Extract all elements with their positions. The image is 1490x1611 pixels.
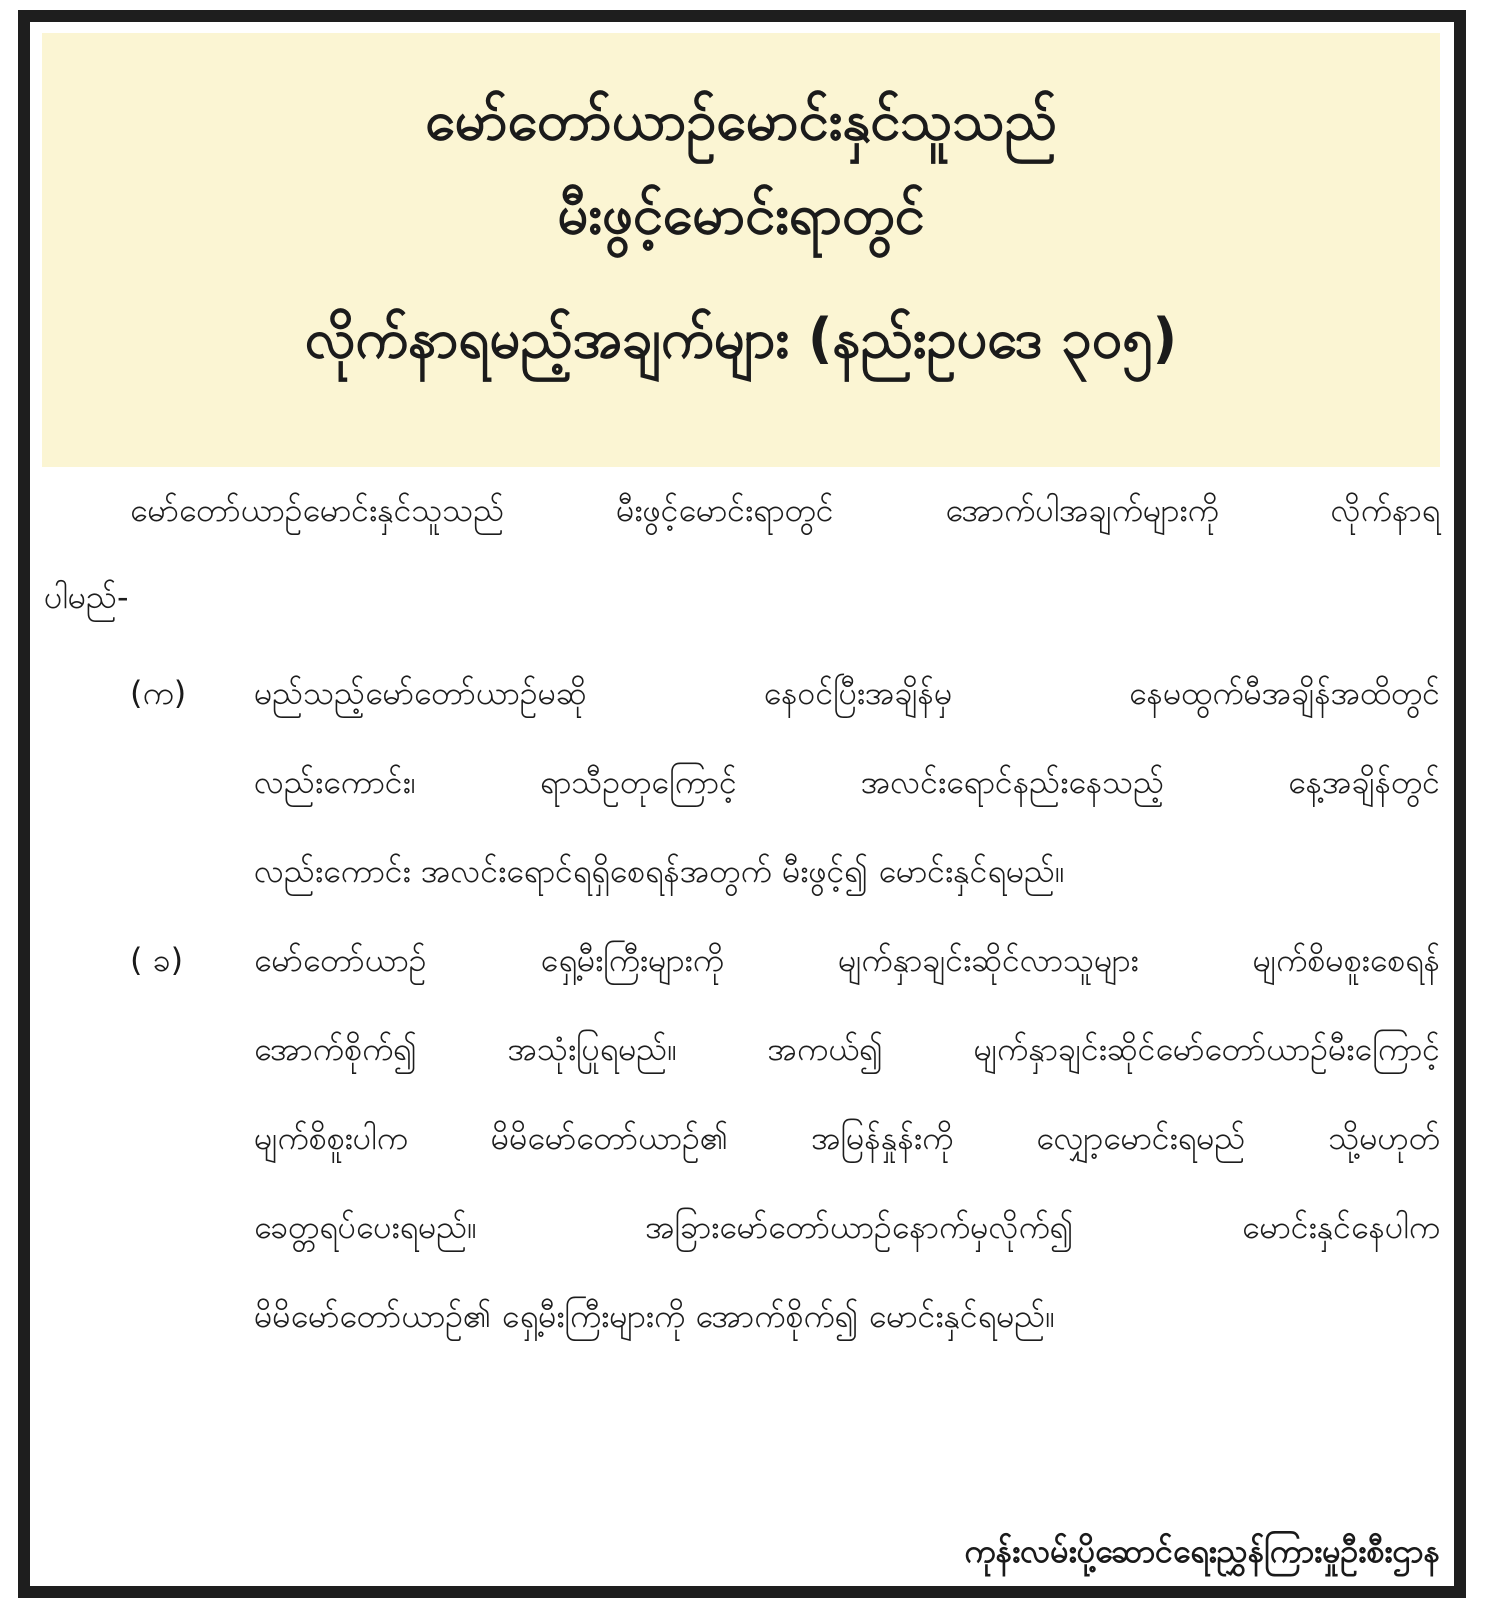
- item-kha-line-5: မိမိမော်တော်ယာဉ်၏ ရှေ့မီးကြီးများကို အောက်စိုက်၍ မောင်းနှင်ရမည်။: [254, 1297, 1056, 1335]
- item-ka-line-1: မည်သည့်မော်တော်ယာဉ်မဆို နေဝင်ပြီးအချိန်မှ နေမထွက်မီအချိန်အထိတွင်: [254, 674, 1440, 712]
- item-kha-line-3: မျက်စိစူးပါက မိမိမော်တော်ယာဉ်၏ အမြန်နှုန်းကို လျှော့မောင်းရမည် သို့မဟုတ်: [254, 1119, 1440, 1157]
- title-line-3: လိုက်နာရမည့်အချက်များ (နည်းဥပဒေ ၃၀၅): [304, 307, 1178, 370]
- intro-line-1: မော်တော်ယာဉ်မောင်းနှင်သူသည် မီးဖွင့်မောင်းရာတွင် အောက်ပါအချက်များကို လိုက်နာရ: [130, 491, 1440, 529]
- item-kha-line-4: ခေတ္တရပ်ပေးရမည်။ အခြားမော်တော်ယာဉ်နောက်မှလိုက်၍ မောင်းနှင်နေပါက: [254, 1208, 1440, 1246]
- issuing-department: ကုန်းလမ်းပို့ဆောင်ရေးညွှန်ကြားမှုဦးစီးဌာန: [964, 1532, 1440, 1570]
- title-line-1: မော်တော်ယာဉ်မောင်းနှင်သူသည်: [425, 89, 1057, 152]
- item-ka-line-3: လည်းကောင်း အလင်းရောင်ရရှိစေရန်အတွက် မီးဖွင့်၍ မောင်းနှင်ရမည်။: [254, 852, 1065, 890]
- item-marker-kha: ( ခ): [130, 941, 184, 979]
- title-panel: [42, 33, 1440, 467]
- item-ka-line-2: လည်းကောင်း၊ ရာသီဥတုကြောင့် အလင်းရောင်နည်းနေသည့် နေ့အချိန်တွင်: [254, 763, 1440, 801]
- title-line-2: မီးဖွင့်မောင်းရာတွင်: [557, 183, 925, 246]
- item-marker-ka: (က): [130, 674, 187, 712]
- item-kha-line-2: အောက်စိုက်၍ အသုံးပြုရမည်။ အကယ်၍ မျက်နှာချင်းဆိုင်မော်တော်ယာဉ်မီးကြောင့်: [254, 1030, 1440, 1068]
- item-kha-line-1: မော်တော်ယာဉ် ရှေ့မီးကြီးများကို မျက်နှာချင်းဆိုင်လာသူများ မျက်စိမစူးစေရန်: [254, 941, 1440, 979]
- intro-line-2: ပါမည်-: [44, 578, 129, 616]
- notice-frame: [18, 10, 1466, 1598]
